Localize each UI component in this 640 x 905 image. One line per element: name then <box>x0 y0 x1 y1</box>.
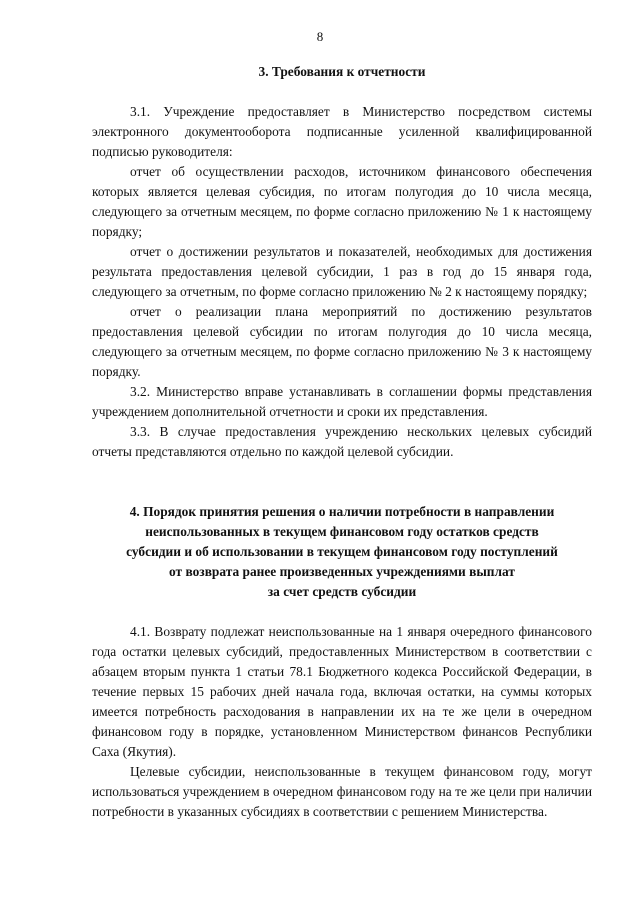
section-4-heading-line: от возврата ранее произведенных учреждениями выплат <box>169 564 515 579</box>
paragraph-3-2: 3.2. Министерство вправе устанавливать в соглашении формы представления учреждением дополнительной отчетности и сроки их представления. <box>92 384 592 419</box>
page-number: 8 <box>316 29 324 44</box>
paragraph-report-results: отчет о достижении результатов и показателей, необходимых для достижения результата предоставления целевой субсидии, 1 раз в год до 15 января года, следующего за отчетным, по форме согласно приложению № 2 к настоящему порядку; <box>92 244 592 299</box>
section-4-heading-line: субсидии и об использовании в текущем финансовом году поступлений <box>126 544 558 559</box>
section-4-heading-line: за счет средств субсидии <box>267 584 417 599</box>
paragraph-3-1: 3.1. Учреждение предоставляет в Министерство посредством системы электронного документооборота подписанные усиленной квалифицированной подписью руководителя: <box>92 104 592 159</box>
paragraph-report-expenses: отчет об осуществлении расходов, источником финансового обеспечения которых является целевая субсидия, по итогам полугодия до 10 числа месяца, следующего за отчетным месяцем, по форме согласно приложению № 1 к настоящему порядку; <box>92 164 592 239</box>
section-3-heading: 3. Требования к отчетности <box>258 64 426 79</box>
section-4-heading <box>92 502 592 602</box>
section-4-heading-line: 4. Порядок принятия решения о наличии потребности в направлении <box>129 504 555 519</box>
paragraph-report-plan: отчет о реализации плана мероприятий по достижению результатов предоставления целевой субсидии по итогам полугодия до 10 числа месяца, следующего за отчетным месяцем, по форме согласно приложению № 3 к настоящему порядку. <box>92 304 592 379</box>
paragraph-4-1: 4.1. Возврату подлежат неиспользованные на 1 января очередного финансового года остатки целевых субсидий, предоставленных Министерством в соответствии с абзацем вторым пункта 1 статьи 78.1 Бюджетного кодекса Российской Федерации, в течение первых 15 рабочих дней начала года, включая остатки, на суммы которых имеется потребность расходования в направлении их на те же цели в очередном финансовом году в порядке, установленном Министерством финансов Республики Саха (Якутия). <box>92 624 592 759</box>
document-body <box>92 62 592 822</box>
paragraph-3-3: 3.3. В случае предоставления учреждению нескольких целевых субсидий отчеты представляются отдельно по каждой целевой субсидии. <box>92 424 592 459</box>
section-4-heading-line: неиспользованных в текущем финансовом году остатков средств <box>145 524 539 539</box>
paragraph-unused-subsidies: Целевые субсидии, неиспользованные в текущем финансовом году, могут использоваться учреждением в очередном финансовом году на те же цели при наличии потребности в указанных субсидиях в соответствии с решением Министерства. <box>92 764 592 819</box>
